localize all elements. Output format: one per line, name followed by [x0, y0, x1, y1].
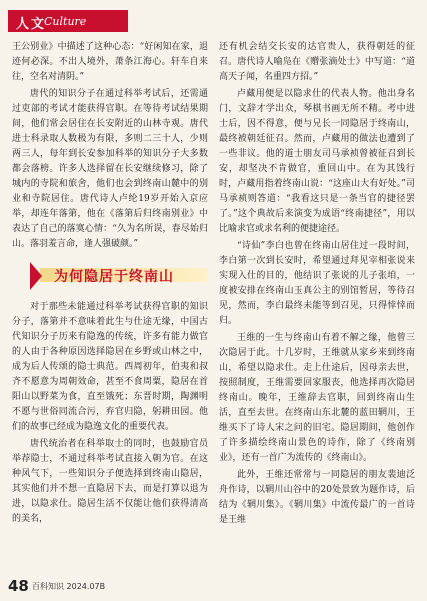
paragraph: 唐代的知识分子在通过科举考试后，还需通过吏部的考试才能获得官职。在等待考试结果期间，他们常会居住在长安附近的山林寺观。唐代进士科录取人数极为有限，多则二三十人，少则两三人，每年到长安参加科举的知识分子大多数都会落榜。许多人选择留在长安继续修习，除了城内的寺院和旅舍，他们也会到终南山麓中的别业和寺院居住。唐代诗人卢纶19岁开始入京应举，却连年落第，他在《落第后归终南别业》中表达了自己的落寞心情：“久为名所误，春尽始归山。落羽羞言命，逢人强破颜。” — [12, 89, 208, 249]
section-label: 人文 — [16, 17, 47, 32]
publication-meta: 百科知识 2024.07B — [32, 582, 106, 591]
paragraph: 卢藏用便是以隐求仕的代表人物。他出身名门，文辞才学出众，琴棋书画无所不精。考中进士后，因不得意，便与兄长一同隐居于终南山，最终被朝廷征召。然而，卢藏用的做法也遭到了一些非议。他的道士朋友司马承祯曾被征召到长安，却坚决不肯做官，重回山中。在为其饯行时，卢藏用指着终南山说：“这座山大有好处。”司马承祯则答道：“我看这只是一条当官的捷径罢了。”这个典故后来演变为成语“终南捷径”，用以比喻求官或求名利的便捷途径。 — [219, 89, 415, 234]
left-column — [12, 40, 208, 529]
section-header — [0, 0, 427, 40]
heading-text: 为何隐居于终南山 — [54, 269, 174, 285]
paragraph: “诗仙”李白也曾在终南山居住过一段时间，李白第一次到长安时，希望通过拜见宰相张说来实现入仕的目的，他结识了张说的儿子张垍，一度被安排在终南山玉真公主的别馆暂居，等待召见，然而，李白最终未能等到召见，只得悻悻而归。 — [219, 241, 415, 326]
page-footer — [0, 573, 427, 601]
paragraph: 王公别业》中描述了这种心态：“好闲知在家，退迹何必深。不出人境外，萧条江海心。轩车自来往，空名对清阴。” — [12, 42, 208, 82]
paragraph: 唐代统治者在科举取士的同时，也鼓励官员举荐隐士，不通过科举考试直接入朝为官。在这种风气下，一些知识分子便选择到终南山隐居，其实他们并不想一直隐居下去，而是打算以退为进，以隐求仕。隐居生活不仅能让他们获得清高的美名， — [12, 439, 208, 524]
page-number: 48 — [8, 577, 29, 595]
paragraph: 王维的一生与终南山有着不解之缘，他曾三次隐居于此。十几岁时，王维就从家乡来到终南山，希望以隐求仕。走上仕途后，因母亲去世，按照制度，王维需要回家服丧，他选择再次隐居终南山。晚年，王维辞去官职，回到终南山生活，直至去世。在终南山东北麓的蓝田辋川，王维买下了诗人宋之问的旧宅。隐居期间，他创作了许多描绘终南山景色的诗作，除了《终南别业》，还有一首广为流传的《终南山》。 — [219, 333, 415, 463]
right-column — [219, 40, 415, 530]
paragraph: 对于那些未能通过科举考试获得官职的知识分子，落第并不意味着此生与仕途无缘，中国古代知识分子历来有隐逸的传统，许多有能力做官的人由于各种原因选择隐居在乡野或山林之中，成为后人传颂的隐士典范。西周初年，伯夷和叔齐不愿意为周朝效命，甚至不食周粟，隐居在首阳山以野菜为食，直至饿死；东晋时期，陶渊明不愿与世俗同流合污，弃官归隐，躬耕田园。他们的故事已经成为隐逸文化的重要代表。 — [12, 302, 208, 432]
section-heading — [12, 260, 208, 290]
triangle-icon — [30, 262, 42, 290]
section-sublabel: Culture — [44, 15, 87, 28]
paragraph: 此外，王维还常常与一同隐居的朋友裴迪泛舟作诗，以辋川山谷中的20处景致为题作诗，后结为《辋川集》。《辋川集》中流传最广的一首诗是王维 — [219, 470, 415, 525]
paragraph: 还有机会结交长安的达官贵人，获得朝廷的征召。唐代诗人喻凫在《赠张滴处士》中写道：“道高天子闻，名重四方招。” — [219, 42, 415, 82]
